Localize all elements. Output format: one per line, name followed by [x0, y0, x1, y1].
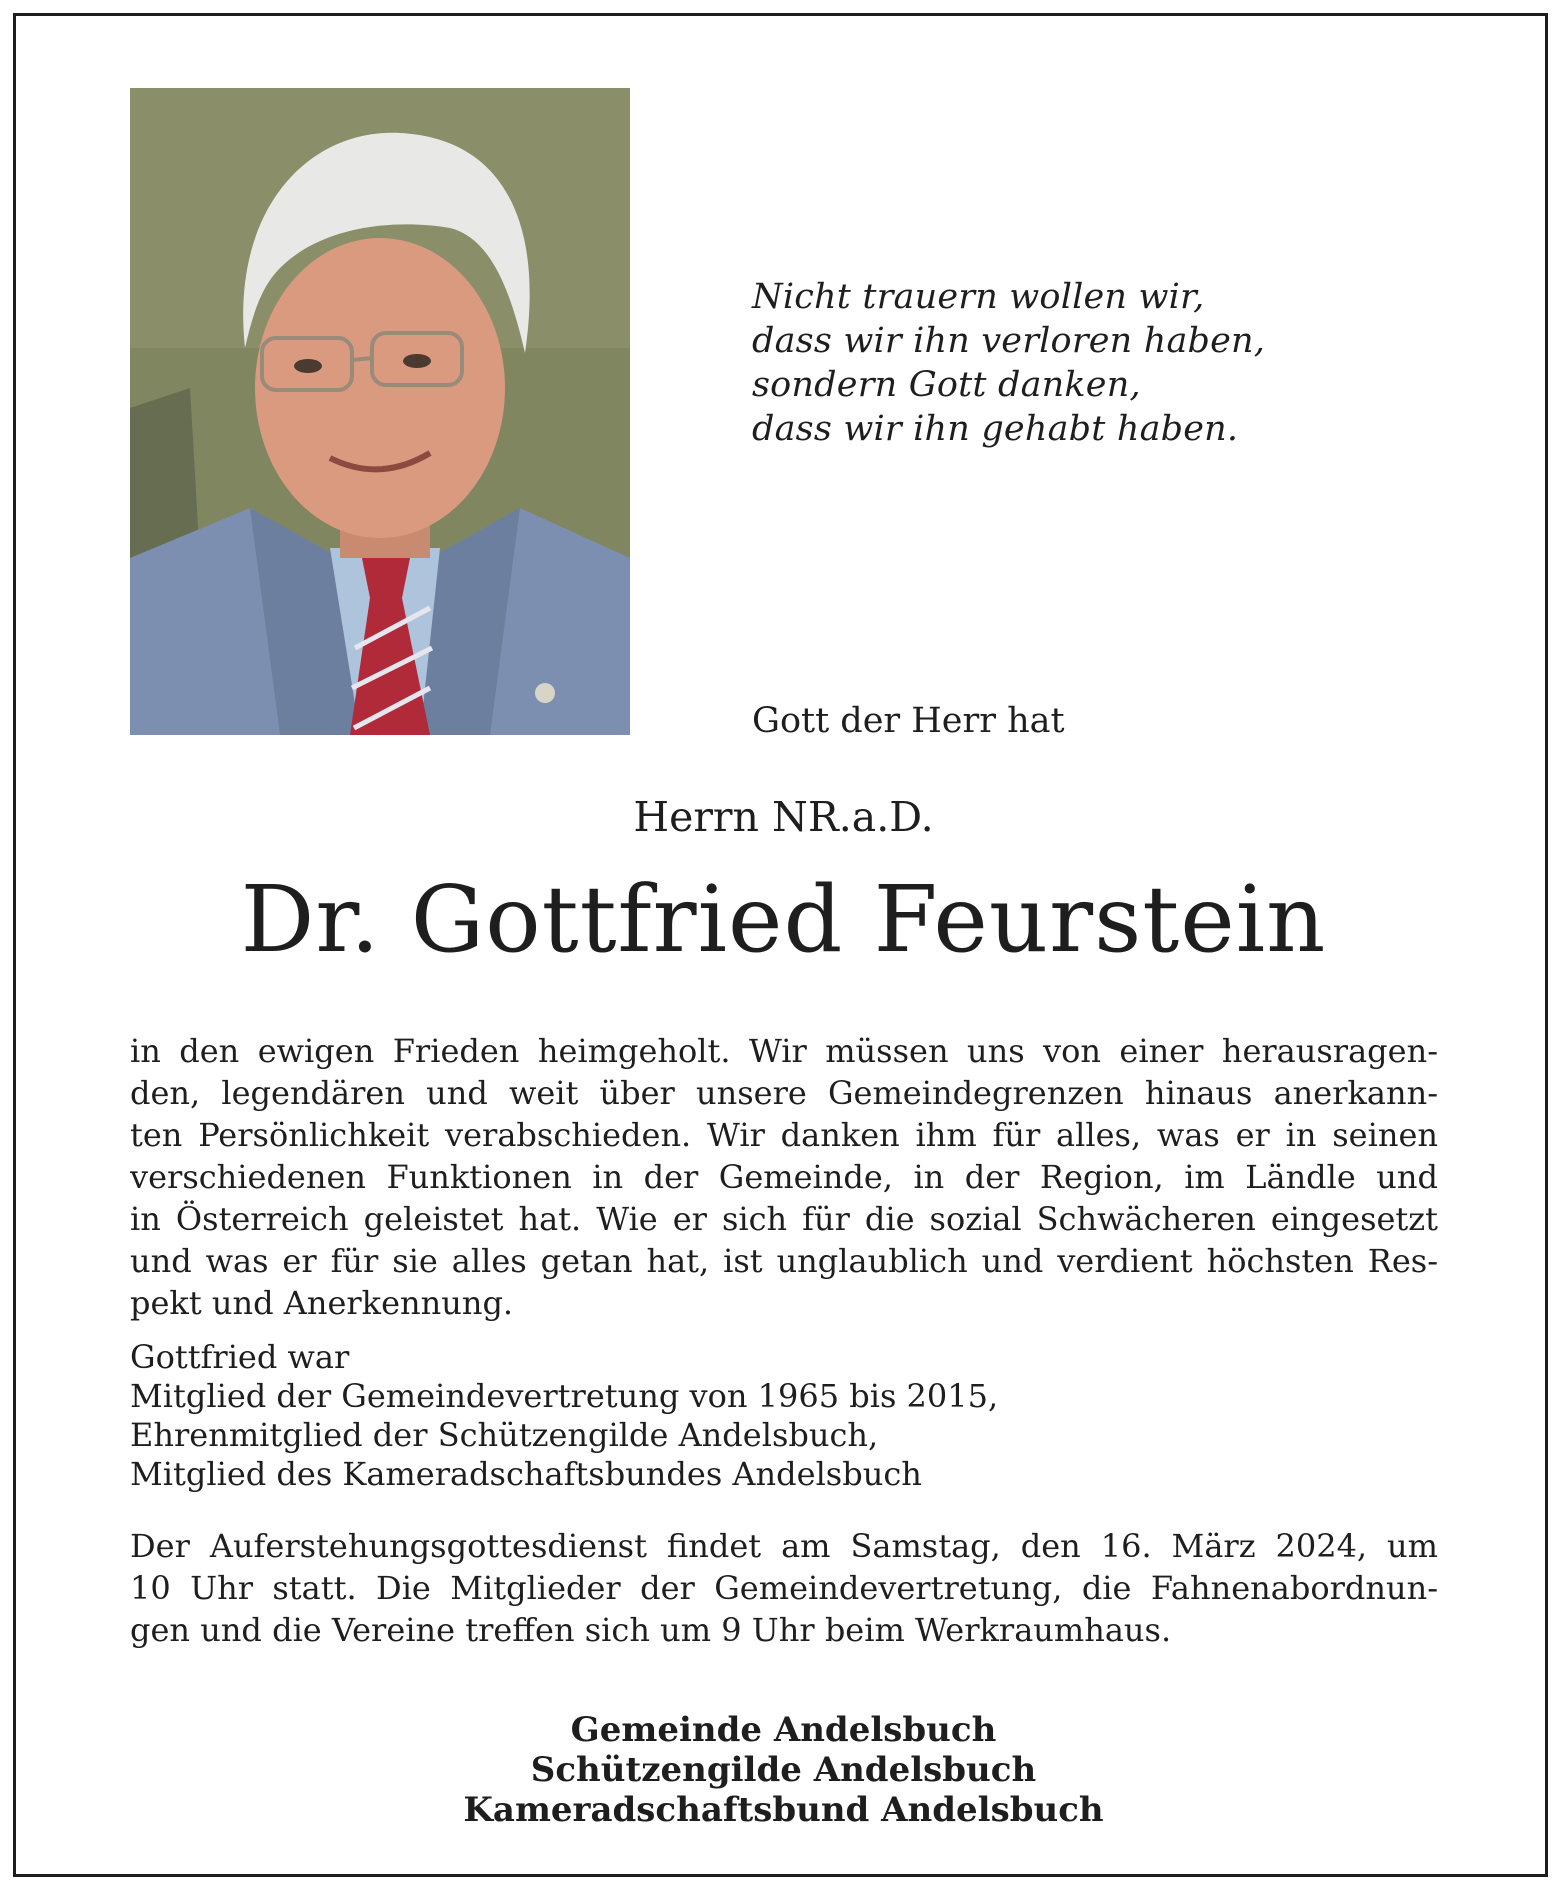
tribute-line: verschiedenen Funktionen in der Gemeinde, in der Region, im Ländle und — [130, 1158, 1438, 1196]
quote-line: dass wir ihn verloren haben, — [752, 321, 1266, 361]
service-line: Der Auferstehungsgottesdienst findet am Samstag, den 16. März 2024, um — [130, 1527, 1438, 1565]
membership-line: Ehrenmitglied der Schützengilde Andelsbuch, — [130, 1416, 879, 1454]
tribute-line: in Österreich geleistet hat. Wie er sich für die sozial Schwächeren eingesetzt — [130, 1200, 1438, 1238]
tribute-paragraph — [130, 1030, 1438, 1324]
membership-line: Mitglied des Kameradschaftsbundes Andelsbuch — [130, 1455, 922, 1493]
service-line: 10 Uhr statt. Die Mitglieder der Gemeindevertretung, die Fahnenabordnun- — [130, 1569, 1438, 1607]
quote-line: Nicht trauern wollen wir, — [752, 277, 1205, 317]
tribute-line: in den ewigen Frieden heimgeholt. Wir müssen uns von einer herausragen- — [130, 1032, 1438, 1070]
portrait-photo — [130, 88, 630, 735]
quote-line: dass wir ihn gehabt haben. — [752, 409, 1239, 449]
membership-line: Gottfried war — [130, 1338, 350, 1376]
service-details — [130, 1525, 1438, 1651]
tribute-line: pekt und Anerkennung. — [130, 1284, 514, 1322]
signatories — [0, 1710, 1567, 1830]
tribute-line: und was er für sie alles getan hat, ist unglaublich und verdient höchsten Res- — [130, 1242, 1438, 1280]
deceased-name: Dr. Gottfried Feurstein — [240, 866, 1327, 973]
signatory: Kameradschaftsbund Andelsbuch — [463, 1790, 1104, 1830]
service-line: gen und die Vereine treffen sich um 9 Uhr beim Werkraumhaus. — [130, 1611, 1172, 1649]
intro-text: Gott der Herr hat — [752, 701, 1065, 741]
membership-line: Mitglied der Gemeindevertretung von 1965 bis 2015, — [130, 1377, 999, 1415]
tribute-line: den, legendären und weit über unsere Gemeindegrenzen hinaus anerkann- — [130, 1074, 1438, 1112]
memorial-quote — [752, 275, 1265, 451]
portrait-illustration — [130, 88, 630, 735]
tribute-line: ten Persönlichkeit verabschieden. Wir danken ihm für alles, was er in seinen — [130, 1116, 1438, 1154]
signatory: Schützengilde Andelsbuch — [530, 1750, 1037, 1790]
signatory: Gemeinde Andelsbuch — [570, 1710, 997, 1750]
memberships-list — [130, 1338, 998, 1494]
honorific-title: Herrn NR.a.D. — [633, 793, 934, 841]
quote-line: sondern Gott danken, — [752, 365, 1141, 405]
